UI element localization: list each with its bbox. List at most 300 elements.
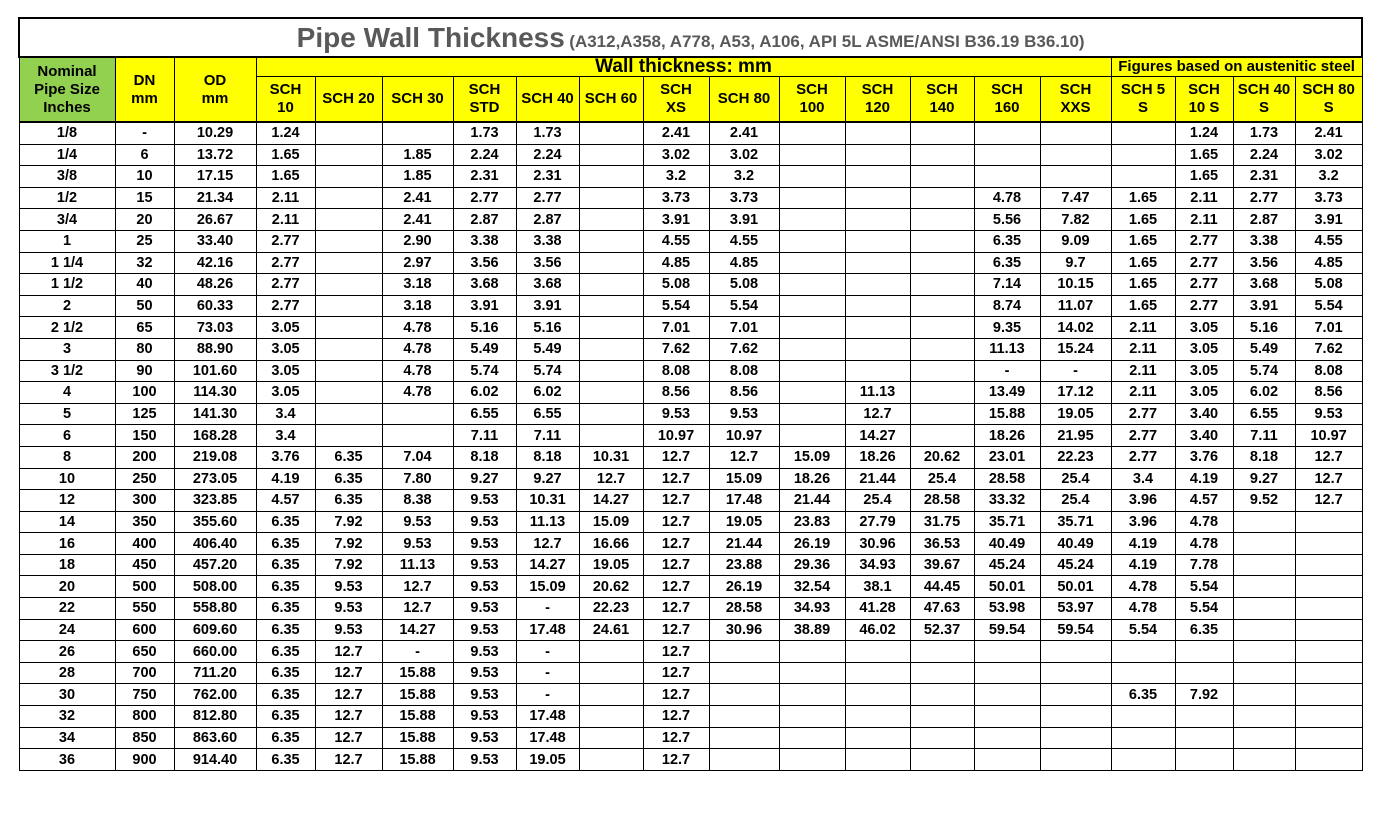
cell-thickness: 3.38 (516, 230, 579, 252)
cell-thickness: 6.35 (315, 468, 382, 490)
cell-thickness: 6.35 (1175, 619, 1233, 641)
table-row (19, 252, 1362, 274)
cell-thickness: 5.49 (453, 338, 516, 360)
cell-thickness (579, 727, 643, 749)
cell-thickness: 8.56 (1295, 382, 1362, 404)
cell-thickness: 20.62 (579, 576, 643, 598)
table-row (19, 727, 1362, 749)
cell-thickness (709, 662, 779, 684)
cell-thickness (974, 662, 1040, 684)
cell-dn: 150 (115, 425, 174, 447)
cell-thickness: 2.77 (256, 274, 315, 296)
table-row (19, 619, 1362, 641)
cell-thickness: 9.53 (453, 554, 516, 576)
cell-thickness: 5.56 (974, 209, 1040, 231)
header-austenitic-note: Figures based on austenitic steel (1111, 57, 1362, 77)
cell-thickness: 3.56 (516, 252, 579, 274)
cell-dn: 20 (115, 209, 174, 231)
cell-thickness: 1.73 (516, 122, 579, 144)
cell-thickness: 9.53 (382, 511, 453, 533)
cell-thickness: 5.54 (643, 295, 709, 317)
cell-thickness: 9.7 (1040, 252, 1111, 274)
cell-thickness: 3.18 (382, 295, 453, 317)
cell-thickness (974, 166, 1040, 188)
cell-thickness: 33.32 (974, 490, 1040, 512)
cell-thickness: 14.27 (579, 490, 643, 512)
cell-od: 141.30 (174, 403, 256, 425)
cell-thickness: 4.78 (382, 338, 453, 360)
cell-thickness (1233, 662, 1295, 684)
cell-thickness: 46.02 (845, 619, 910, 641)
cell-thickness: 7.62 (1295, 338, 1362, 360)
cell-thickness: 1.65 (1111, 187, 1175, 209)
cell-thickness (910, 166, 974, 188)
cell-thickness: 28.58 (709, 598, 779, 620)
cell-thickness: 15.88 (382, 662, 453, 684)
cell-thickness: 2.77 (1175, 230, 1233, 252)
cell-od: 406.40 (174, 533, 256, 555)
cell-thickness: 2.24 (516, 144, 579, 166)
cell-thickness: 19.05 (709, 511, 779, 533)
header-nps-line-1: Nominal (37, 62, 97, 80)
cell-thickness: 38.1 (845, 576, 910, 598)
cell-nps: 3/8 (19, 166, 115, 188)
cell-thickness (779, 144, 845, 166)
cell-thickness: 5.16 (1233, 317, 1295, 339)
cell-thickness: 6.35 (1111, 684, 1175, 706)
cell-thickness: 21.44 (709, 533, 779, 555)
header-sch-1 (315, 77, 382, 123)
header-od (174, 57, 256, 122)
table-row (19, 706, 1362, 728)
header-sch-label: SCH (861, 81, 894, 98)
cell-thickness: 8.74 (974, 295, 1040, 317)
cell-thickness: 29.36 (779, 554, 845, 576)
cell-thickness: 6.35 (256, 511, 315, 533)
cell-thickness: 1.73 (1233, 122, 1295, 144)
cell-dn: 400 (115, 533, 174, 555)
cell-thickness (779, 641, 845, 663)
cell-thickness: 21.44 (779, 490, 845, 512)
cell-thickness: 17.48 (516, 727, 579, 749)
cell-thickness: 18.26 (779, 468, 845, 490)
cell-thickness (1111, 122, 1175, 144)
cell-thickness: 5.16 (453, 317, 516, 339)
cell-thickness (709, 684, 779, 706)
cell-thickness (579, 295, 643, 317)
cell-thickness (709, 706, 779, 728)
cell-thickness: 4.85 (643, 252, 709, 274)
cell-thickness: 1.65 (1111, 295, 1175, 317)
cell-od: 26.67 (174, 209, 256, 231)
cell-thickness: 1.65 (256, 166, 315, 188)
cell-thickness (845, 295, 910, 317)
cell-od: 48.26 (174, 274, 256, 296)
cell-thickness (910, 295, 974, 317)
cell-thickness: 10.31 (516, 490, 579, 512)
header-sch-label: SCH (660, 81, 692, 98)
cell-thickness: 5.08 (1295, 274, 1362, 296)
cell-thickness (779, 317, 845, 339)
cell-thickness (1233, 533, 1295, 555)
cell-thickness: - (516, 641, 579, 663)
cell-thickness (1233, 511, 1295, 533)
cell-dn: 900 (115, 749, 174, 771)
header-sch-label: SCH 60 (584, 90, 638, 107)
cell-od: 33.40 (174, 230, 256, 252)
cell-thickness: 12.7 (1295, 446, 1362, 468)
cell-thickness: 2.24 (453, 144, 516, 166)
cell-thickness (1295, 533, 1362, 555)
cell-thickness: 19.05 (579, 554, 643, 576)
cell-thickness: 2.24 (1233, 144, 1295, 166)
header-sch-s-label: S (1258, 99, 1269, 116)
cell-thickness: 17.48 (516, 706, 579, 728)
cell-od: 457.20 (174, 554, 256, 576)
cell-thickness: 11.13 (516, 511, 579, 533)
cell-thickness: 3.56 (453, 252, 516, 274)
cell-thickness: 9.53 (453, 490, 516, 512)
cell-dn: 700 (115, 662, 174, 684)
table-row (19, 209, 1362, 231)
cell-thickness: 6.02 (516, 382, 579, 404)
cell-thickness: 3.05 (1175, 338, 1233, 360)
cell-thickness (974, 706, 1040, 728)
cell-thickness: 3.18 (382, 274, 453, 296)
header-sch-7 (709, 77, 779, 123)
header-sch-label: XS (665, 99, 686, 116)
cell-thickness: 6.35 (974, 252, 1040, 274)
cell-thickness: 7.14 (974, 274, 1040, 296)
cell-thickness: 7.62 (709, 338, 779, 360)
cell-thickness: 39.67 (910, 554, 974, 576)
cell-thickness: 4.19 (1111, 554, 1175, 576)
header-sch-s-label: SCH 40 (1237, 81, 1291, 98)
cell-dn: 250 (115, 468, 174, 490)
header-sch-s-label: SCH 5 (1120, 81, 1166, 98)
table-row (19, 338, 1362, 360)
cell-thickness: 3.91 (516, 295, 579, 317)
cell-dn: 6 (115, 144, 174, 166)
cell-thickness: 2.11 (1111, 382, 1175, 404)
cell-thickness: 15.09 (579, 511, 643, 533)
cell-thickness: 7.78 (1175, 554, 1233, 576)
cell-thickness: 12.7 (643, 662, 709, 684)
cell-thickness: 15.88 (382, 727, 453, 749)
cell-thickness: 9.53 (453, 598, 516, 620)
header-wall-thickness: Wall thickness: mm (256, 57, 1111, 77)
cell-thickness (1233, 684, 1295, 706)
cell-thickness: 10.97 (643, 425, 709, 447)
cell-nps: 4 (19, 382, 115, 404)
cell-thickness: 14.02 (1040, 317, 1111, 339)
cell-thickness: 3.40 (1175, 425, 1233, 447)
cell-thickness: 4.78 (1175, 511, 1233, 533)
cell-thickness (1111, 641, 1175, 663)
cell-thickness: 1.65 (256, 144, 315, 166)
cell-thickness (1233, 576, 1295, 598)
cell-od: 60.33 (174, 295, 256, 317)
cell-thickness: 6.35 (974, 230, 1040, 252)
cell-thickness (845, 274, 910, 296)
cell-thickness (1233, 749, 1295, 771)
cell-thickness (1295, 511, 1362, 533)
cell-od: 114.30 (174, 382, 256, 404)
cell-thickness (1295, 749, 1362, 771)
cell-thickness: 24.61 (579, 619, 643, 641)
cell-thickness (779, 187, 845, 209)
cell-thickness (910, 187, 974, 209)
cell-nps: 8 (19, 446, 115, 468)
cell-thickness (1175, 641, 1233, 663)
cell-nps: 1/2 (19, 187, 115, 209)
cell-thickness (315, 209, 382, 231)
cell-thickness: 12.7 (579, 468, 643, 490)
cell-thickness: 5.08 (643, 274, 709, 296)
cell-thickness: 2.77 (516, 187, 579, 209)
cell-thickness (910, 425, 974, 447)
header-sch-label: SCH 80 (717, 90, 771, 107)
cell-thickness: 26.19 (709, 576, 779, 598)
cell-thickness: 7.92 (315, 554, 382, 576)
cell-thickness: 7.82 (1040, 209, 1111, 231)
cell-thickness: 9.53 (453, 662, 516, 684)
cell-thickness: 5.74 (516, 360, 579, 382)
table-row (19, 360, 1362, 382)
cell-thickness: 9.53 (315, 598, 382, 620)
header-sch-2 (382, 77, 453, 123)
header-sch-9 (845, 77, 910, 123)
cell-nps: 20 (19, 576, 115, 598)
cell-thickness: 12.7 (315, 706, 382, 728)
header-od-line-2: mm (201, 89, 229, 107)
cell-thickness (1233, 641, 1295, 663)
cell-thickness (1040, 684, 1111, 706)
cell-thickness: 3.73 (643, 187, 709, 209)
cell-thickness: 2.77 (1233, 187, 1295, 209)
cell-thickness: 5.49 (516, 338, 579, 360)
cell-thickness (579, 122, 643, 144)
cell-thickness: 6.35 (256, 533, 315, 555)
cell-nps: 14 (19, 511, 115, 533)
cell-thickness: 12.7 (382, 576, 453, 598)
cell-thickness: 6.35 (315, 490, 382, 512)
cell-od: 168.28 (174, 425, 256, 447)
header-sch-s-3 (1295, 77, 1362, 123)
cell-dn: 50 (115, 295, 174, 317)
table-row (19, 295, 1362, 317)
cell-od: 88.90 (174, 338, 256, 360)
cell-thickness (910, 641, 974, 663)
cell-thickness: 2.31 (516, 166, 579, 188)
cell-thickness (1295, 727, 1362, 749)
cell-thickness: 3.05 (256, 317, 315, 339)
cell-thickness (845, 230, 910, 252)
cell-thickness: 45.24 (974, 554, 1040, 576)
cell-thickness: - (516, 662, 579, 684)
cell-nps: 16 (19, 533, 115, 555)
table-title (19, 18, 1362, 57)
cell-thickness: 22.23 (579, 598, 643, 620)
cell-thickness: 2.77 (1175, 274, 1233, 296)
header-sch-10 (910, 77, 974, 123)
cell-thickness: 7.11 (1233, 425, 1295, 447)
cell-thickness: 4.57 (256, 490, 315, 512)
cell-od: 660.00 (174, 641, 256, 663)
cell-thickness: 3.91 (709, 209, 779, 231)
cell-thickness: 4.78 (974, 187, 1040, 209)
cell-thickness: 35.71 (1040, 511, 1111, 533)
cell-thickness: 15.88 (382, 706, 453, 728)
cell-thickness (315, 295, 382, 317)
cell-thickness: 2.11 (1111, 360, 1175, 382)
header-od-line-1: OD (203, 71, 227, 89)
cell-thickness: 2.87 (453, 209, 516, 231)
cell-thickness: 1.65 (1111, 252, 1175, 274)
cell-thickness (845, 144, 910, 166)
cell-thickness (1175, 662, 1233, 684)
cell-od: 273.05 (174, 468, 256, 490)
cell-thickness (1040, 166, 1111, 188)
cell-thickness: 2.77 (1111, 403, 1175, 425)
cell-thickness (579, 338, 643, 360)
cell-thickness (579, 641, 643, 663)
cell-thickness (910, 360, 974, 382)
cell-thickness (1111, 706, 1175, 728)
cell-dn: 500 (115, 576, 174, 598)
cell-thickness: 9.27 (516, 468, 579, 490)
cell-thickness: 52.37 (910, 619, 974, 641)
cell-thickness: 44.45 (910, 576, 974, 598)
cell-thickness: 3.38 (1233, 230, 1295, 252)
cell-od: 914.40 (174, 749, 256, 771)
cell-thickness: 9.53 (453, 533, 516, 555)
cell-thickness: 1.85 (382, 144, 453, 166)
cell-dn: 750 (115, 684, 174, 706)
cell-thickness (845, 209, 910, 231)
cell-od: 558.80 (174, 598, 256, 620)
cell-thickness: 9.27 (453, 468, 516, 490)
cell-thickness: 2.87 (1233, 209, 1295, 231)
cell-dn: 65 (115, 317, 174, 339)
pipe-wall-thickness-table (18, 17, 1363, 771)
cell-thickness (779, 295, 845, 317)
cell-thickness: 23.01 (974, 446, 1040, 468)
cell-thickness: 7.04 (382, 446, 453, 468)
cell-thickness: 3.4 (1111, 468, 1175, 490)
cell-thickness: 3.91 (453, 295, 516, 317)
cell-thickness: 8.38 (382, 490, 453, 512)
table-row (19, 533, 1362, 555)
cell-thickness (779, 274, 845, 296)
table-row (19, 598, 1362, 620)
cell-thickness: 3.91 (1233, 295, 1295, 317)
cell-thickness (910, 274, 974, 296)
cell-thickness: 11.13 (845, 382, 910, 404)
header-sch-label: 120 (864, 99, 891, 116)
cell-thickness (779, 230, 845, 252)
cell-thickness (779, 360, 845, 382)
cell-thickness (779, 252, 845, 274)
cell-thickness: 8.08 (643, 360, 709, 382)
cell-thickness (845, 187, 910, 209)
cell-thickness: 8.56 (709, 382, 779, 404)
cell-thickness: 27.79 (845, 511, 910, 533)
cell-thickness: 12.7 (382, 598, 453, 620)
cell-thickness (315, 338, 382, 360)
table-row (19, 576, 1362, 598)
cell-thickness: 2.11 (1175, 187, 1233, 209)
cell-thickness: 8.08 (709, 360, 779, 382)
header-sch-label: SCH (926, 81, 958, 98)
cell-thickness (910, 403, 974, 425)
cell-thickness: 15.88 (974, 403, 1040, 425)
cell-thickness (845, 706, 910, 728)
cell-thickness: 11.13 (382, 554, 453, 576)
cell-thickness (315, 144, 382, 166)
cell-nps: 3/4 (19, 209, 115, 231)
cell-thickness: 59.54 (974, 619, 1040, 641)
cell-nps: 1 1/4 (19, 252, 115, 274)
cell-thickness: 5.54 (709, 295, 779, 317)
cell-thickness (910, 317, 974, 339)
header-sch-label: SCH (796, 81, 828, 98)
cell-thickness: 1.24 (256, 122, 315, 144)
cell-dn: - (115, 122, 174, 144)
cell-thickness: 5.49 (1233, 338, 1295, 360)
cell-thickness: 9.53 (643, 403, 709, 425)
title-subtitle: (A312,A358, A778, A53, A106, API 5L ASME/ANSI B36.19 B36.10) (569, 31, 1085, 51)
cell-thickness: 12.7 (643, 749, 709, 771)
header-sch-11 (974, 77, 1040, 123)
table-row (19, 382, 1362, 404)
cell-thickness: 12.7 (643, 641, 709, 663)
header-sch-label: XXS (1060, 99, 1091, 116)
cell-thickness: 9.53 (453, 641, 516, 663)
cell-thickness: 5.74 (453, 360, 516, 382)
cell-thickness (1040, 706, 1111, 728)
cell-od: 863.60 (174, 727, 256, 749)
cell-dn: 10 (115, 166, 174, 188)
header-sch-5 (579, 77, 643, 123)
cell-thickness: 2.11 (256, 209, 315, 231)
pipe-wall-thickness-table-container (18, 17, 1360, 809)
cell-thickness (910, 144, 974, 166)
cell-thickness (974, 122, 1040, 144)
cell-thickness: 25.4 (910, 468, 974, 490)
cell-thickness: 34.93 (779, 598, 845, 620)
cell-thickness: 53.98 (974, 598, 1040, 620)
cell-thickness: 15.88 (382, 684, 453, 706)
cell-thickness (382, 425, 453, 447)
header-sch-s-2 (1233, 77, 1295, 123)
cell-thickness: 12.7 (643, 533, 709, 555)
cell-thickness: 4.19 (256, 468, 315, 490)
cell-thickness (1040, 662, 1111, 684)
header-dn (115, 57, 174, 122)
cell-thickness: 2.31 (453, 166, 516, 188)
cell-thickness (1233, 598, 1295, 620)
cell-thickness: 12.7 (643, 619, 709, 641)
cell-nps: 2 1/2 (19, 317, 115, 339)
cell-thickness: 5.54 (1111, 619, 1175, 641)
cell-thickness: 50.01 (1040, 576, 1111, 598)
cell-thickness: 15.24 (1040, 338, 1111, 360)
cell-thickness (1111, 144, 1175, 166)
cell-thickness: 3.02 (1295, 144, 1362, 166)
cell-nps: 3 (19, 338, 115, 360)
table-row (19, 641, 1362, 663)
